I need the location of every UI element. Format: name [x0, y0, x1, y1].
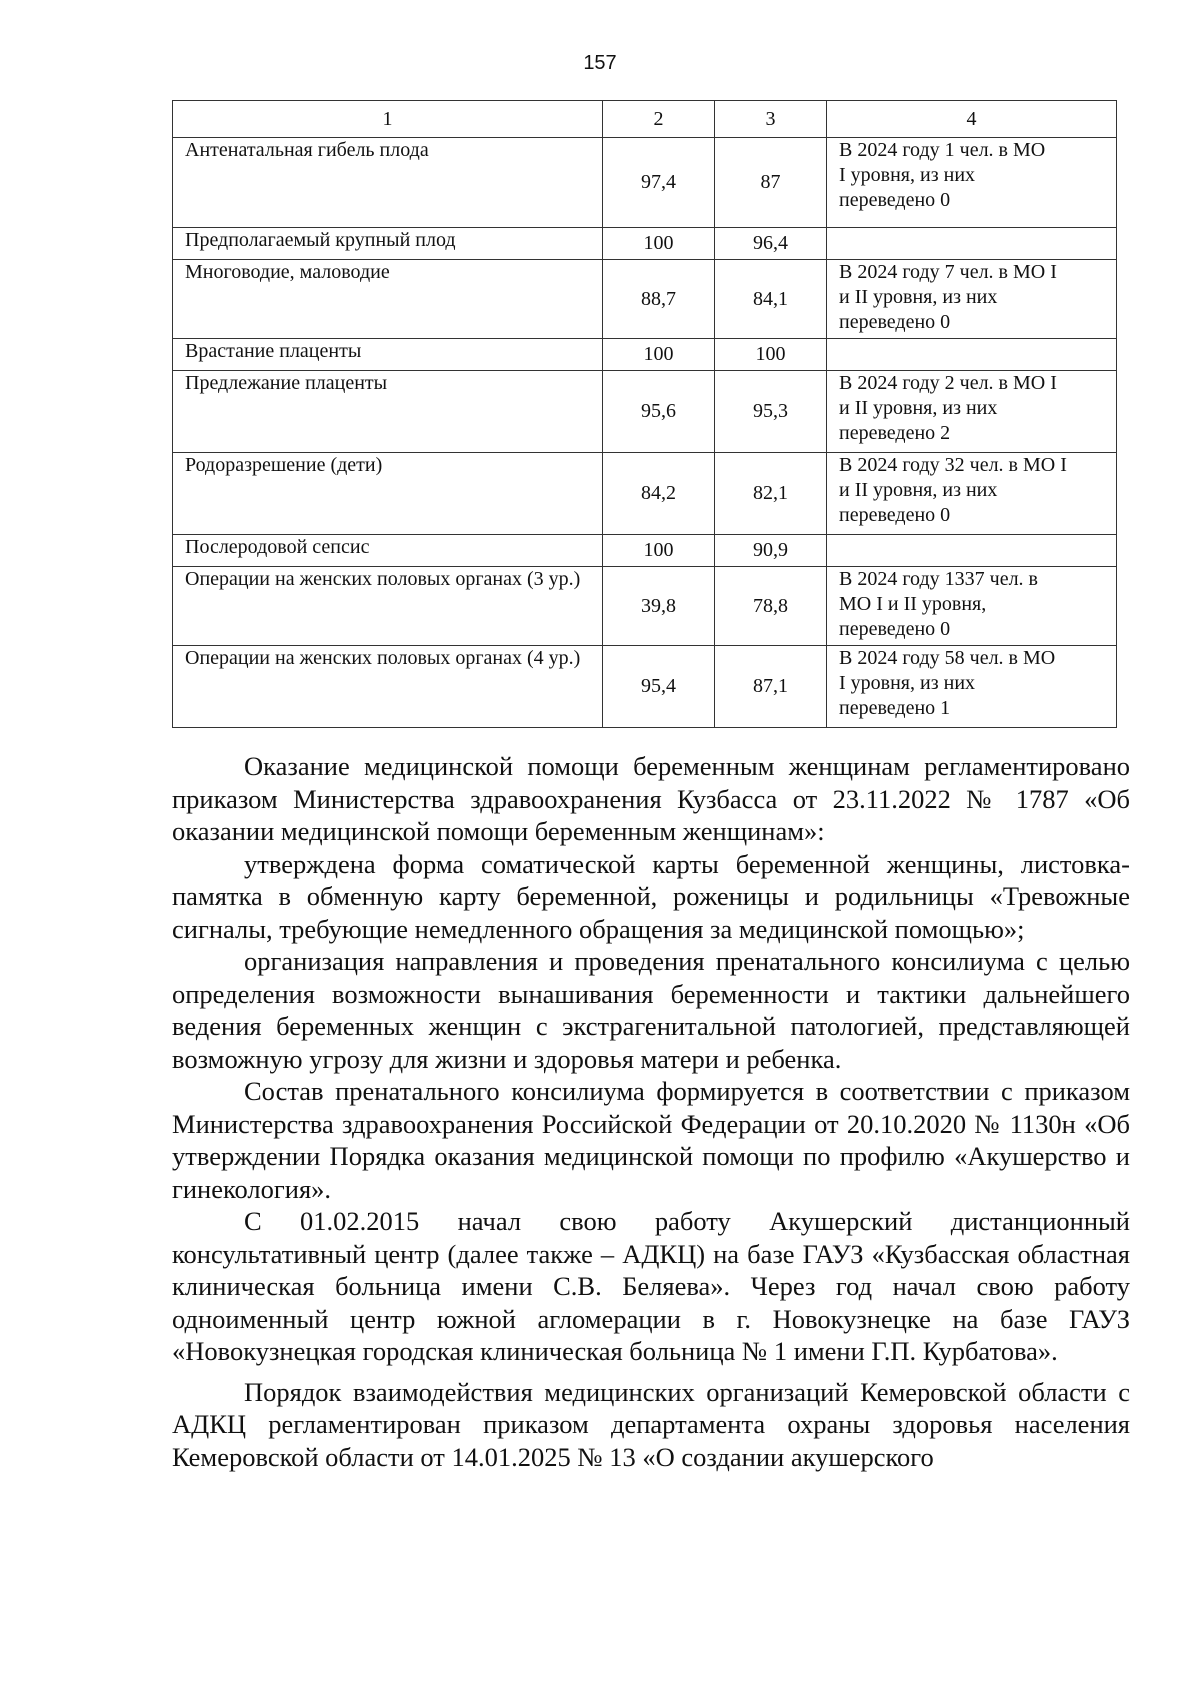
- note-line: I уровня, из них: [839, 672, 976, 694]
- value-2-cell: 95,6: [603, 371, 715, 453]
- indicator-name-cell: Предполагаемый крупный плод: [173, 228, 603, 260]
- table-row: [173, 535, 1117, 567]
- statistics-table: [172, 100, 1117, 728]
- table-header-cell: 1: [173, 101, 603, 138]
- note-line: В 2024 году 1 чел. в МО: [839, 139, 1046, 161]
- indicator-name-cell: Многоводие, маловодие: [173, 260, 603, 339]
- note-cell: [827, 371, 1117, 453]
- note-line: переведено 1: [839, 697, 951, 719]
- note-line: переведено 0: [839, 618, 951, 640]
- value-2-cell: 95,4: [603, 646, 715, 728]
- note-line: В 2024 году 1337 чел. в: [839, 568, 1039, 590]
- note-cell: [827, 567, 1117, 646]
- table-row: [173, 567, 1117, 646]
- table-header-cell: 3: [715, 101, 827, 138]
- value-3-cell: 96,4: [715, 228, 827, 260]
- indicator-name-cell: Антенатальная гибель плода: [173, 138, 603, 228]
- table-row: [173, 371, 1117, 453]
- paragraph: Состав пренатального консилиума формируется в соответствии с приказом Министерства здравоохранения Российской Федерации от 20.10.2020 № 1130н «Об утверждении Порядка оказания медицинской помощи по профилю «Акушерство и гинекология».: [172, 1076, 1130, 1204]
- paragraph: Порядок взаимодействия медицинских организаций Кемеровской области с АДКЦ регламентирован приказом департамента охраны здоровья населения Кемеровской области от 14.01.2025 № 13 «О создании акушерского: [172, 1376, 1130, 1472]
- value-3-cell: 78,8: [715, 567, 827, 646]
- value-2-cell: 39,8: [603, 567, 715, 646]
- value-2-cell: 100: [603, 535, 715, 567]
- indicator-name-cell: Послеродовой сепсис: [173, 535, 603, 567]
- table-header-cell: 2: [603, 101, 715, 138]
- note-line: переведено 2: [839, 422, 951, 444]
- paragraph: С 01.02.2015 начал свою работу Акушерский дистанционный консультативный центр (далее также – АДКЦ) на базе ГАУЗ «Кузбасская областная клиническая больница имени С.В. Беляева». Через год начал свою работу одноименный центр южной агломерации в г. Новокузнецке на базе ГАУЗ «Новокузнецкая городская клиническая больница № 1 имени Г.П. Курбатова».: [172, 1206, 1130, 1366]
- value-2-cell: 84,2: [603, 453, 715, 535]
- paragraph: организация направления и проведения пренатального консилиума с целью определения возможности вынашивания беременности и тактики дальнейшего ведения беременных женщин с экстрагенитальной патологией, представляющей возможную угрозу для жизни и здоровья матери и ребенка.: [172, 946, 1130, 1074]
- note-line: В 2024 году 2 чел. в МО I: [839, 372, 1057, 394]
- note-line: и II уровня, из них: [839, 479, 998, 501]
- value-3-cell: 84,1: [715, 260, 827, 339]
- table-header-cell: 4: [827, 101, 1117, 138]
- value-3-cell: 87: [715, 138, 827, 228]
- page-number: 157: [583, 52, 617, 74]
- body-text: [172, 750, 1130, 1473]
- value-2-cell: 100: [603, 228, 715, 260]
- paragraph: Оказание медицинской помощи беременным женщинам регламентировано приказом Министерства здравоохранения Кузбасса от 23.11.2022 № 1787 «Об оказании медицинской помощи беременным женщинам»:: [172, 751, 1130, 846]
- note-cell: [827, 138, 1117, 228]
- note-line: и II уровня, из них: [839, 286, 998, 308]
- indicator-name-cell: Операции на женских половых органах (3 ур.): [173, 567, 603, 646]
- table-row: [173, 646, 1117, 728]
- value-3-cell: 87,1: [715, 646, 827, 728]
- value-3-cell: 100: [715, 339, 827, 371]
- note-line: В 2024 году 7 чел. в МО I: [839, 261, 1057, 283]
- table-row: [173, 138, 1117, 228]
- value-2-cell: 100: [603, 339, 715, 371]
- value-3-cell: 82,1: [715, 453, 827, 535]
- paragraph: утверждена форма соматической карты беременной женщины, листовка-памятка в обменную карту беременной, роженицы и родильницы «Тревожные сигналы, требующие немедленного обращения за медицинской помощью»;: [172, 848, 1130, 944]
- note-line: МО I и II уровня,: [839, 593, 987, 615]
- note-cell: [827, 453, 1117, 535]
- note-cell: [827, 260, 1117, 339]
- indicator-name-cell: Операции на женских половых органах (4 ур.): [173, 646, 603, 728]
- value-2-cell: 88,7: [603, 260, 715, 339]
- table-header-row: [173, 101, 1117, 138]
- table-row: [173, 228, 1117, 260]
- note-line: В 2024 году 58 чел. в МО: [839, 647, 1056, 669]
- note-line: и II уровня, из них: [839, 397, 998, 419]
- note-cell: [827, 339, 1117, 371]
- note-cell: [827, 646, 1117, 728]
- value-2-cell: 97,4: [603, 138, 715, 228]
- note-line: В 2024 году 32 чел. в МО I: [839, 454, 1067, 476]
- note-line: переведено 0: [839, 504, 951, 526]
- note-line: I уровня, из них: [839, 164, 976, 186]
- indicator-name-cell: Предлежание плаценты: [173, 371, 603, 453]
- table-row: [173, 453, 1117, 535]
- value-3-cell: 90,9: [715, 535, 827, 567]
- note-cell: [827, 535, 1117, 567]
- note-line: переведено 0: [839, 189, 951, 211]
- note-line: переведено 0: [839, 311, 951, 333]
- table-row: [173, 260, 1117, 339]
- note-cell: [827, 228, 1117, 260]
- table-row: [173, 339, 1117, 371]
- value-3-cell: 95,3: [715, 371, 827, 453]
- indicator-name-cell: Врастание плаценты: [173, 339, 603, 371]
- indicator-name-cell: Родоразрешение (дети): [173, 453, 603, 535]
